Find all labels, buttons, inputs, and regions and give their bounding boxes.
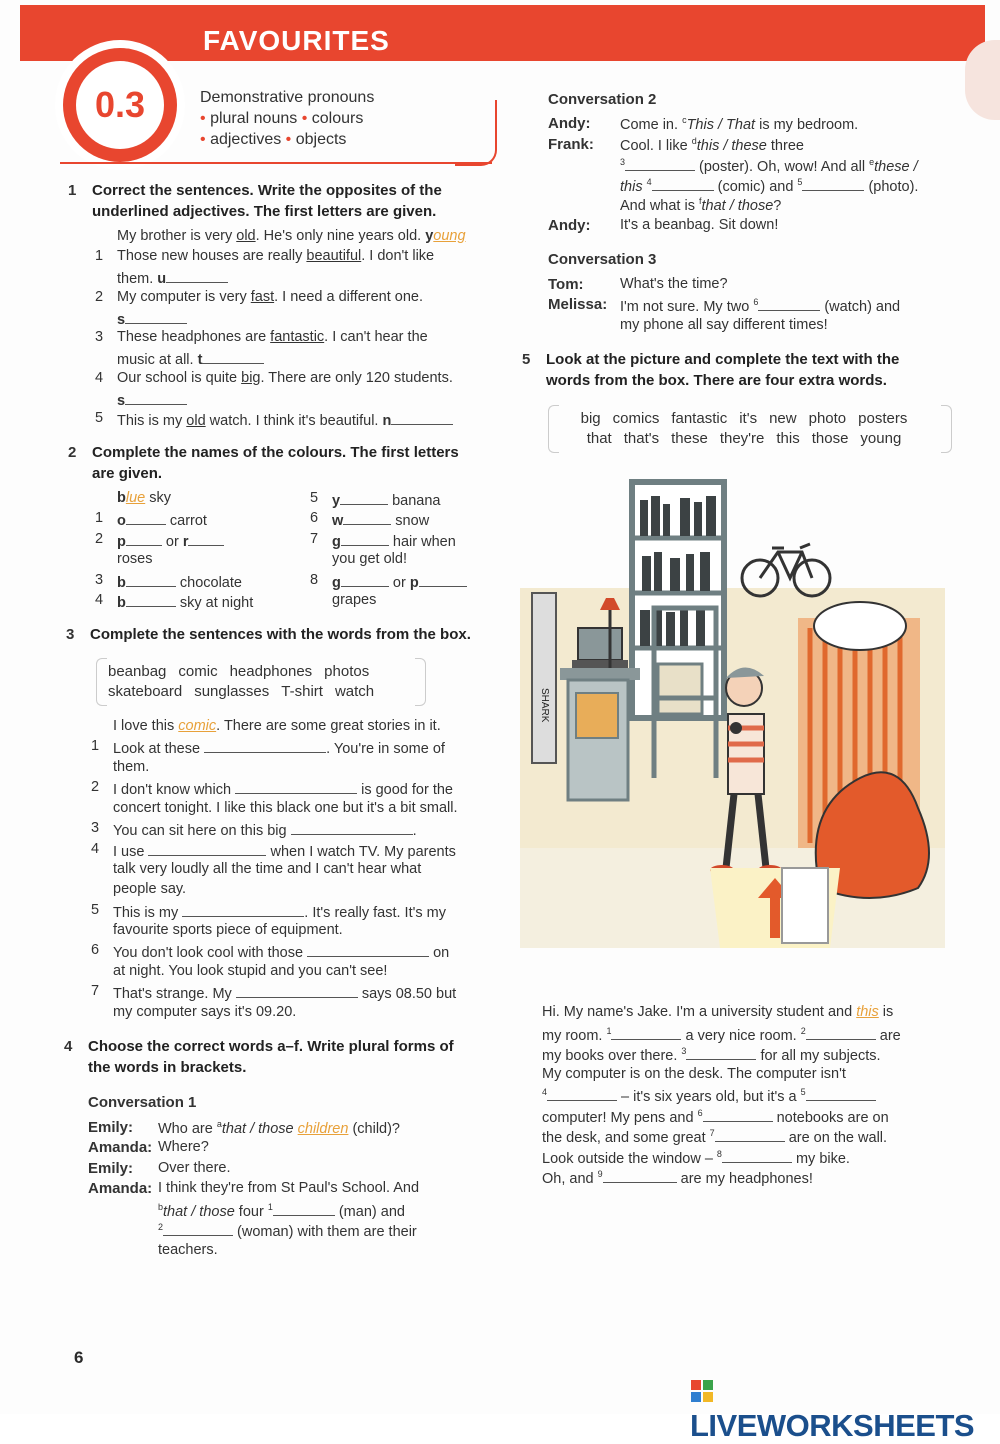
answer-gap[interactable] — [686, 1045, 756, 1060]
answer-gap[interactable] — [163, 1221, 233, 1236]
answer-gap[interactable] — [703, 1107, 773, 1122]
liveworksheets-logo: LIVEWORKSHEETS — [690, 1372, 1000, 1444]
exercise-5-text: Hi. My name's Jake. I'm a university student and this is — [542, 1004, 894, 1020]
page-title: FAVOURITES — [203, 25, 390, 56]
svg-text:SHARK: SHARK — [539, 688, 550, 723]
exercise-3-instruction: 3 Complete the sentences with the words from the box. — [66, 626, 471, 643]
answer-gap[interactable] — [419, 572, 467, 587]
desk — [560, 668, 640, 680]
unit-topics: Demonstrative pronouns • plural nouns • colours • adjectives • objects — [200, 89, 375, 148]
answer-gap[interactable] — [806, 1086, 876, 1101]
answer-gap[interactable] — [126, 592, 176, 607]
exercise-5-word-box: big comics fantastic it's new photo posters that that's these they're this those young — [548, 405, 952, 453]
answer-gap[interactable] — [202, 349, 264, 364]
answer-gap[interactable] — [603, 1168, 677, 1183]
answer-gap[interactable] — [126, 510, 166, 525]
answer-gap[interactable] — [125, 309, 187, 324]
conversation-2-title: Conversation 2 — [548, 91, 657, 108]
conversation-3-title: Conversation 3 — [548, 251, 657, 268]
answer-gap[interactable] — [148, 841, 266, 856]
title-banner — [20, 5, 985, 61]
liveworksheets-icon — [690, 1379, 714, 1403]
answer-gap[interactable] — [188, 531, 224, 546]
page-number: 6 — [74, 1348, 84, 1367]
answer-gap[interactable] — [625, 156, 695, 171]
exercise-5-instruction: 5 Look at the picture and complete the text with the words from the box. There are four extra words. — [522, 351, 900, 389]
notebook — [576, 693, 618, 738]
exercise-1-item: 2 My computer is very fast. I need a different one. — [95, 289, 423, 305]
answer-gap[interactable] — [182, 902, 304, 917]
answer-gap[interactable] — [758, 296, 820, 311]
answer-gap[interactable] — [307, 942, 429, 957]
exercise-1-item: 3 These headphones are fantastic. I can't hear the — [95, 329, 428, 345]
conversation-1-title: Conversation 1 — [88, 1094, 197, 1111]
exercise-1-instruction: 1 Correct the sentences. Write the opposites of the underlined adjectives. The first letters are given. — [68, 182, 442, 220]
answer-gap[interactable] — [391, 410, 453, 425]
answer-gap[interactable] — [343, 510, 391, 525]
answer-gap[interactable] — [125, 390, 187, 405]
answer-gap[interactable] — [547, 1086, 617, 1101]
exercise-2-instruction: 2 Complete the names of the colours. The first letters are given. — [68, 444, 459, 482]
exercise-3-word-box: beanbag comic headphones photosskateboard sunglasses T-shirt watch — [96, 658, 426, 706]
answer-gap[interactable] — [235, 779, 357, 794]
answer-gap[interactable] — [652, 176, 714, 191]
answer-gap[interactable] — [236, 983, 358, 998]
answer-gap[interactable] — [204, 738, 326, 753]
exercise-1-example: My brother is very old. He's only nine years old. young — [117, 228, 466, 244]
bedroom-illustration — [520, 478, 945, 948]
answer-gap[interactable] — [340, 490, 388, 505]
answer-gap[interactable] — [806, 1025, 876, 1040]
answer-gap[interactable] — [166, 268, 228, 283]
answer-gap[interactable] — [722, 1148, 792, 1163]
posters — [532, 593, 556, 763]
answer-gap[interactable] — [273, 1201, 335, 1216]
exercise-1-item: 4 Our school is quite big. There are only 120 students. — [95, 370, 453, 386]
answer-gap[interactable] — [611, 1025, 681, 1040]
answer-gap[interactable] — [291, 820, 413, 835]
laptop-icon — [572, 628, 628, 668]
answer-gap[interactable] — [126, 572, 176, 587]
exercise-3-example: I love this comic. There are some great stories in it. — [113, 718, 441, 734]
exercise-4-instruction: 4 Choose the correct words a–f. Write plural forms of the words in brackets. — [64, 1038, 454, 1076]
decorative-shape — [965, 40, 1000, 120]
answer-gap[interactable] — [341, 572, 389, 587]
unit-number: 0.3 — [76, 61, 164, 149]
exercise-1-item: 5 This is my old watch. I think it's beautiful. n — [117, 410, 453, 429]
answer-gap[interactable] — [715, 1127, 785, 1142]
exercise-1-item: 1 Those new houses are really beautiful. I don't like — [95, 248, 435, 264]
pillow — [814, 602, 906, 650]
answer-gap[interactable] — [802, 176, 864, 191]
answer-gap[interactable] — [341, 531, 389, 546]
answer-gap[interactable] — [126, 531, 162, 546]
worksheet-page: FAVOURITES 0.3 Demonstrative pronouns • plural nouns • colours • adjectives • objects 1 Correct the sentences. Write the opposites of the underlined adjectives. The first letters are given. My brother is very old. He's only nine years old. young 1 Those new houses are really beautiful. I don't like them. u 2 My computer is very fast. I need a different one. s 3 These headphones are fantastic. I can't hear the music at all. t 4 Our school is quite big. There are only 120 students. s 5 This is my old watch. I think it's beautiful. n 2 Complete the names of the colours. The first letters are given. blue sky 1 o carrot 2 p or r roses 3 b chocolate 4 b sky at night 5 y banana 6 w snow 7 g hair when you get old! 8 g or p grapes 3 Complete the sentences with the words from the box. beanbag comic headphones photosskateboard sunglasses T-shirt watch I love this comic. There are some great stories in it. 1 Look at these . You're in some of them. 2 I don't know which is good for the concert tonight. I like this black one but it's a bit small. 3 You can sit here on this big . 4 I use when I watch TV. My parents talk very loudly all the time and I can't hear what people say. 5 This is my . It's really fast. It's my favourite sports piece of equipment. 6 You don't look cool with those on at night. You look stupid and you can't see! 7 That's strange. My says 08.50 but my computer says it's 09.20. 4 Choose the correct words a–f. Write plural forms of the words in brackets. Conversation 1 Emily: Who are $^a$that / those children (child)? Amanda: Where? Emily: Over there. Amanda: I think they're from St Paul's School. And $^b$that / those four $^1$ (man) and $^2$ (woman) with them are their teachers. Conversation 2 Andy: Come in. $^c$This / That is my bedroom. Frank: Cool. I like $^d$this / these three $^3$ (poster). Oh, wow! And all $^e$these / this $^4$ (comic) and $^5$ (photo). And what is $^f$that / those? Andy: It's a beanbag. Sit down! Conversation 3 Tom: What's the time? Melissa: I'm not sure. My two $^6$ (watch) and my phone all say different times! 5 Look at the picture and complete the text with the words from the box. There are four extra words. big comics fantastic it's new photo posters that that's these they're this those young SHARK Hi. My name's Jake. I'm a university student and this is my room. $^1$ a very nice room. $^2$ are my books over there. $^3$ for all my subjects. My computer is on the desk. The computer isn't $^4$ – it's six years old, but it's a $^5$ computer! My pens and $^6$ notebooks are on the desk, and some great $^7$ are on the wall. Look outside the window – $^8$ my bike. Oh, and $^9$ are my headphones! 6 LIVEWORKSHEETS — [0, 0, 1000, 1414]
headphones-icon — [730, 722, 742, 734]
exercise-2-example: blue sky — [117, 490, 171, 506]
